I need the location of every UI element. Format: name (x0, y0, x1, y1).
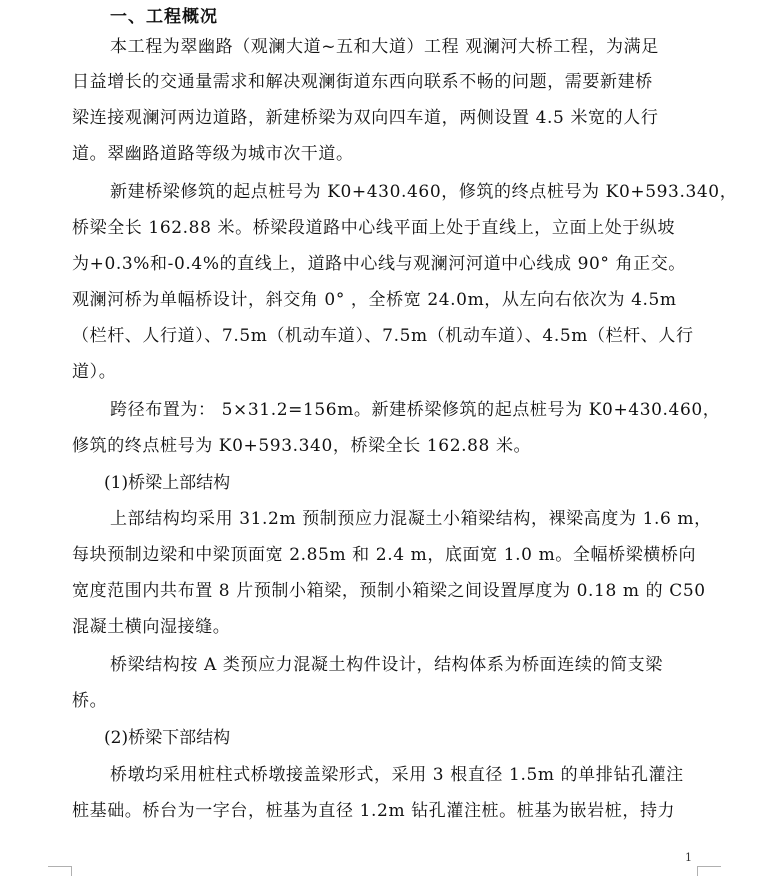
paragraph-line: 混凝土横向湿接缝。 (72, 617, 231, 637)
paragraph-line: 观澜河桥为单幅桥设计，斜交角 0° ，全桥宽 24.0m，从左向右依次为 4.5m (72, 290, 677, 310)
subsection-heading: (1)桥梁上部结构 (104, 473, 231, 493)
paragraph-line: 上部结构均采用 31.2m 预制预应力混凝土小箱梁结构，裸梁高度为 1.6 m， (110, 509, 712, 529)
paragraph-line: 梁连接观澜河两边道路，新建桥梁为双向四车道，两侧设置 4.5 米宽的人行 (72, 108, 659, 128)
paragraph-line: 道）。 (72, 362, 117, 382)
paragraph-line: 修筑的终点桩号为 K0+593.340，桥梁全长 162.88 米。 (72, 436, 532, 456)
paragraph-line: 宽度范围内共布置 8 片预制小箱梁，预制小箱梁之间设置厚度为 0.18 m 的 C50 (72, 581, 706, 601)
paragraph-line: 桥梁结构按 A 类预应力混凝土构件设计，结构体系为桥面连续的简支梁 (110, 655, 663, 675)
paragraph-line: 新建桥梁修筑的起点桩号为 K0+430.460，修筑的终点桩号为 K0+593.340， (110, 182, 738, 202)
page-number: 1 (685, 851, 692, 864)
paragraph-line: 桩基础。桥台为一字台，桩基为直径 1.2m 钻孔灌注桩。桩基为嵌岩桩，持力 (72, 801, 676, 821)
paragraph-line: （栏杆、人行道）、7.5m（机动车道）、7.5m（机动车道）、4.5m（栏杆、人行 (72, 326, 694, 346)
corner-mark (48, 866, 72, 867)
paragraph-line: 跨径布置为： 5×31.2=156m。新建桥梁修筑的起点桩号为 K0+430.460， (110, 400, 721, 420)
corner-mark (697, 866, 721, 867)
paragraph-line: 桥梁全长 162.88 米。桥梁段道路中心线平面上处于直线上，立面上处于纵坡 (72, 218, 676, 238)
subsection-heading: (2)桥梁下部结构 (104, 728, 231, 748)
section-heading: 一、工程概况 (110, 7, 218, 27)
paragraph-line: 桥。 (72, 691, 108, 711)
corner-mark (697, 866, 698, 876)
paragraph-line: 道。翠幽路道路等级为城市次干道。 (72, 144, 354, 164)
paragraph-line: 每块预制边梁和中梁顶面宽 2.85m 和 2.4 m，底面宽 1.0 m。全幅桥梁横桥向 (72, 545, 697, 565)
corner-mark (71, 866, 72, 876)
paragraph-line: 本工程为翠幽路（观澜大道~五和大道）工程 观澜河大桥工程，为满足 (110, 37, 659, 57)
paragraph-line: 日益增长的交通量需求和解决观澜街道东西向联系不畅的问题，需要新建桥 (72, 72, 653, 92)
paragraph-line: 为+0.3%和-0.4%的直线上，道路中心线与观澜河河道中心线成 90° 角正交。 (72, 254, 686, 274)
paragraph-line: 桥墩均采用桩柱式桥墩接盖梁形式，采用 3 根直径 1.5m 的单排钻孔灌注 (110, 765, 684, 785)
